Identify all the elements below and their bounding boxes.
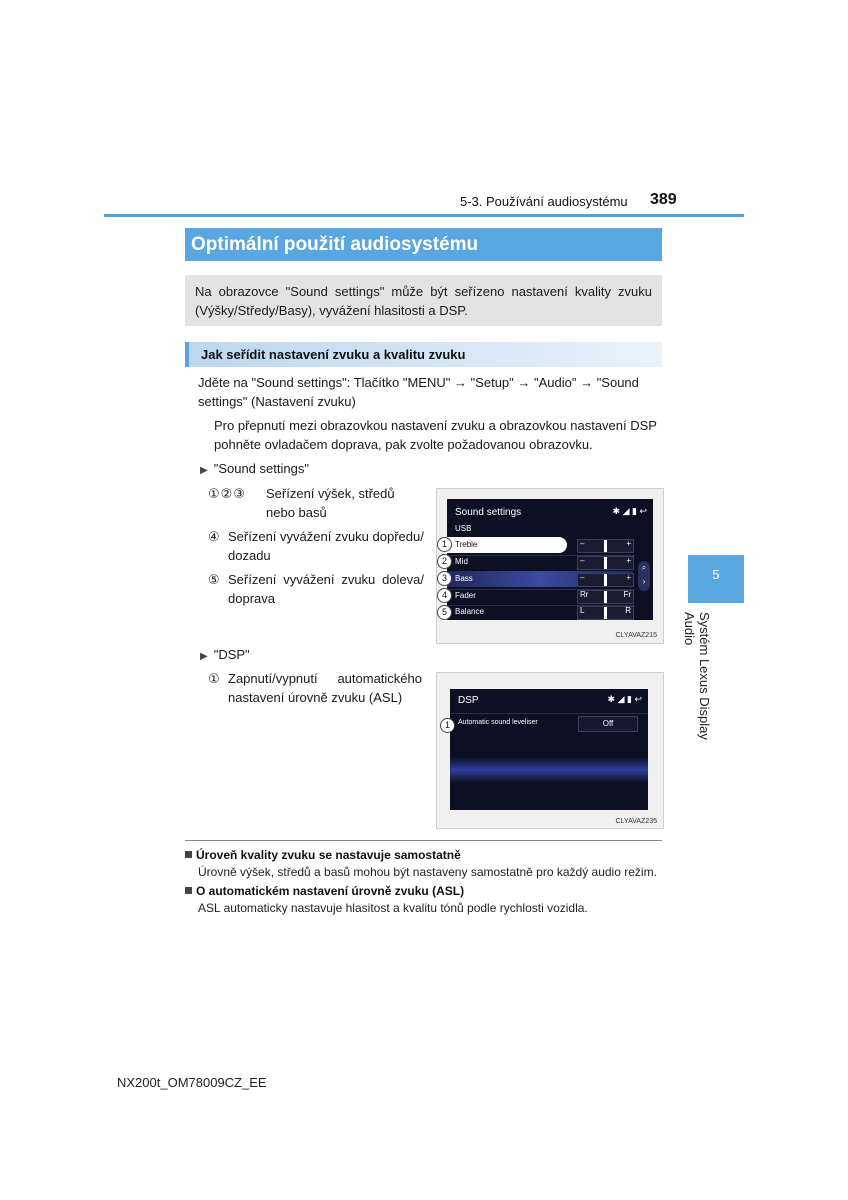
note-text: ASL automaticky nastavuje hlasitost a kvalitu tónů podle rychlosti vozidla.	[198, 901, 588, 915]
callout-1: 1	[440, 718, 455, 733]
list-item	[208, 527, 430, 565]
source-label: USB	[455, 524, 472, 533]
item-text: Seřízení vyvážení zvuku doleva/ doprava	[228, 572, 424, 606]
page-number: 389	[650, 191, 677, 208]
screen-title: DSP	[458, 695, 479, 706]
image-code: CLYAVAZ235	[615, 818, 657, 825]
header-rule	[104, 214, 744, 217]
row-label-treble[interactable]: Treble	[455, 540, 478, 549]
callout-1: 1	[437, 537, 452, 552]
sound-settings-screenshot	[436, 488, 664, 644]
fader-slider[interactable]: Rr Fr	[577, 590, 634, 604]
item-number: ④	[208, 529, 220, 544]
row-label-mid[interactable]: Mid	[455, 557, 468, 566]
row-label-bass[interactable]: Bass	[455, 574, 473, 583]
intro-text: Na obrazovce "Sound settings" může být seřízeno nastavení kvality zvuku (Výšky/Středy/Basy), vyvážení hlasitosti a DSP.	[195, 284, 652, 318]
asl-value[interactable]: Off	[578, 716, 638, 732]
list-item	[208, 669, 424, 707]
bullet-sound-settings	[200, 459, 309, 480]
note-block	[185, 884, 665, 915]
treble-slider[interactable]: – +	[577, 539, 634, 553]
square-bullet-icon	[185, 851, 192, 858]
section-heading: 5-3. Používání audiosystému	[460, 194, 628, 209]
image-code: CLYAVAZ215	[615, 632, 657, 639]
row-label-balance[interactable]: Balance	[455, 607, 484, 616]
note-block	[185, 848, 665, 879]
screen-display	[447, 499, 653, 620]
bullet-dsp	[200, 645, 250, 666]
screen-title: Sound settings	[455, 507, 522, 518]
row-label-fader[interactable]: Fader	[455, 591, 476, 600]
instruction-paragraph: Jděte na "Sound settings": Tlačítko "MENU" → "Setup" → "Audio" → "Sound settings" (Nastavení zvuku)	[198, 375, 639, 409]
chapter-tab[interactable]: 5	[688, 555, 744, 603]
item-number: ①	[208, 671, 220, 686]
bullet-label: "DSP"	[213, 647, 250, 662]
notes-divider	[185, 840, 662, 841]
bass-slider[interactable]: – +	[577, 573, 634, 587]
callout-5: 5	[437, 605, 452, 620]
note-heading: O automatickém nastavení úrovně zvuku (ASL)	[185, 884, 665, 898]
subsection-title: Jak seřídit nastavení zvuku a kvalitu zvuku	[185, 342, 662, 367]
asl-row-label[interactable]: Automatic sound leveliser	[458, 719, 538, 726]
note-heading: Úroveň kvality zvuku se nastavuje samostatně	[185, 848, 665, 862]
item-text: Seřízení výšek, středů nebo basů	[266, 486, 395, 520]
item-text: Zapnutí/vypnutí automatického nastavení úrovně zvuku (ASL)	[228, 671, 422, 705]
triangle-bullet-icon: ▶	[200, 465, 208, 476]
intro-box	[185, 275, 662, 326]
list-item	[208, 484, 428, 522]
screen-display	[450, 689, 648, 810]
page-title: Optimální použití audiosystému	[185, 228, 662, 261]
callout-3: 3	[437, 571, 452, 586]
triangle-bullet-icon: ▶	[200, 651, 208, 662]
callout-2: 2	[437, 554, 452, 569]
wave-decoration	[450, 757, 648, 783]
balance-slider[interactable]: L R	[577, 606, 634, 620]
switch-paragraph: Pro přepnutí mezi obrazovkou nastavení zvuku a obrazovkou nastavení DSP pohněte ovladačem doprava, pak zvolte požadovanou obrazovku.	[214, 418, 657, 452]
item-text: Seřízení vyvážení zvuku dopředu/ dozadu	[228, 529, 424, 563]
list-item	[208, 570, 430, 608]
square-bullet-icon	[185, 887, 192, 894]
side-scroll-icon[interactable]: ⌕ ›	[638, 561, 650, 591]
item-number: ⑤	[208, 572, 220, 587]
status-icons: ✱ ◢ ▮ ↩	[612, 506, 647, 516]
document-code: NX200t_OM78009CZ_EE	[117, 1075, 267, 1090]
note-text: Úrovně výšek, středů a basů mohou být nastaveny samostatně pro každý audio režim.	[198, 865, 657, 879]
callout-4: 4	[437, 588, 452, 603]
item-number: ①②③	[208, 486, 246, 501]
dsp-screenshot	[436, 672, 664, 829]
status-icons: ✱ ◢ ▮ ↩	[607, 694, 642, 704]
chapter-label: Systém Lexus Display Audio	[682, 612, 712, 740]
bullet-label: "Sound settings"	[213, 461, 309, 476]
mid-slider[interactable]: – +	[577, 556, 634, 570]
